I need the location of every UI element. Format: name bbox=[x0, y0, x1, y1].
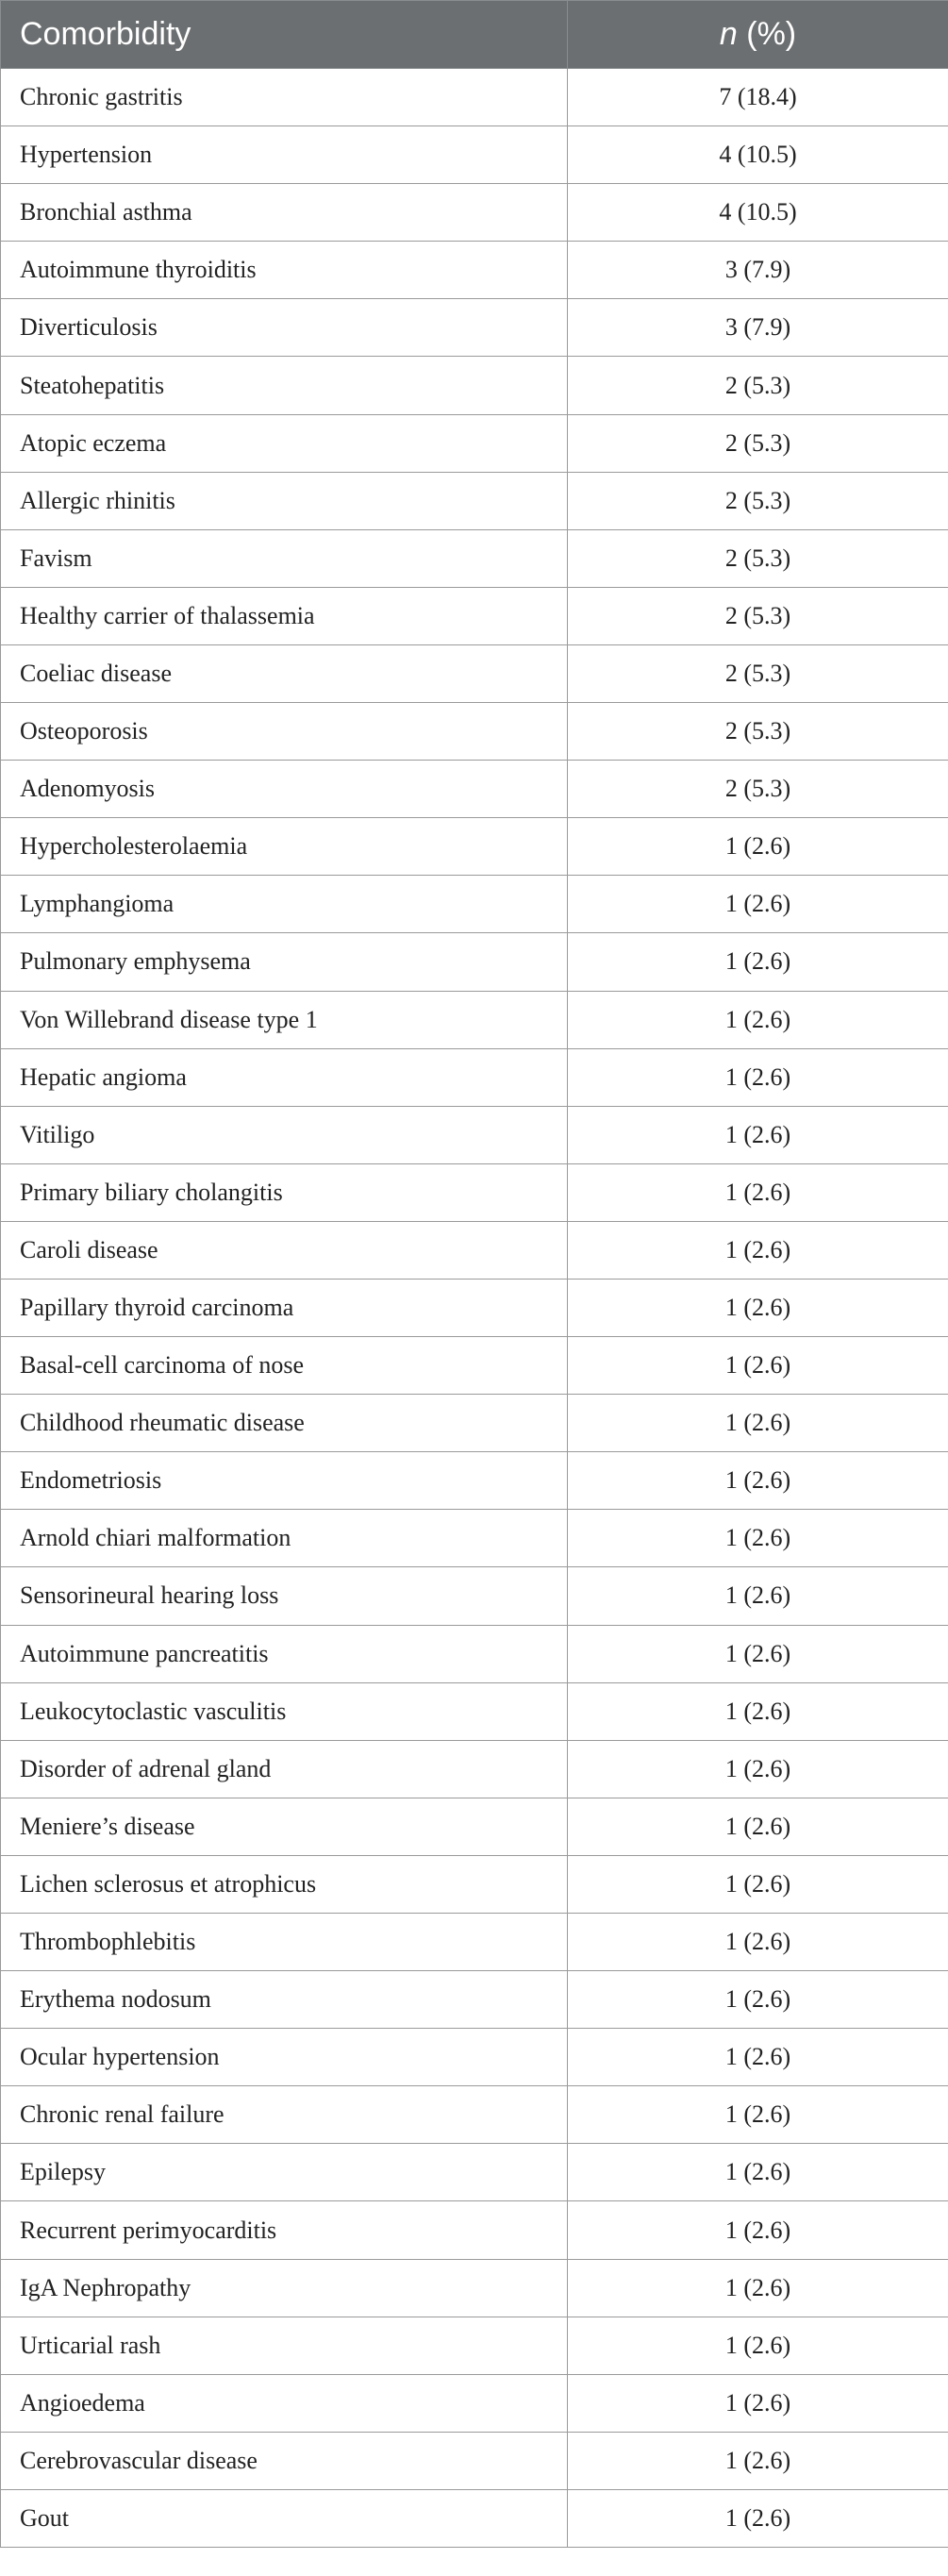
count-percent-cell: 1 (2.6) bbox=[568, 2317, 948, 2374]
comorbidity-name-cell: Osteoporosis bbox=[1, 703, 568, 761]
table-row bbox=[1, 1279, 948, 1336]
count-percent-cell: 1 (2.6) bbox=[568, 2029, 948, 2086]
table-row bbox=[1, 2029, 948, 2086]
table-row bbox=[1, 126, 948, 184]
table-row bbox=[1, 1452, 948, 1510]
table-row bbox=[1, 1971, 948, 2029]
header-n-percent bbox=[568, 1, 948, 69]
comorbidity-name-cell: Urticarial rash bbox=[1, 2317, 568, 2374]
comorbidity-name-cell: Bronchial asthma bbox=[1, 184, 568, 242]
count-percent-cell: 7 (18.4) bbox=[568, 69, 948, 126]
comorbidity-name-cell: Basal-cell carcinoma of nose bbox=[1, 1337, 568, 1395]
table-row bbox=[1, 2259, 948, 2317]
comorbidity-name-cell: Chronic gastritis bbox=[1, 69, 568, 126]
comorbidity-name-cell: Papillary thyroid carcinoma bbox=[1, 1279, 568, 1336]
table-row bbox=[1, 1567, 948, 1625]
table-row bbox=[1, 2144, 948, 2201]
comorbidity-name-cell: Healthy carrier of thalassemia bbox=[1, 587, 568, 644]
count-percent-cell: 1 (2.6) bbox=[568, 2201, 948, 2259]
header-n-italic: n bbox=[719, 16, 738, 52]
table-row bbox=[1, 1740, 948, 1798]
count-percent-cell: 1 (2.6) bbox=[568, 818, 948, 876]
count-percent-cell: 1 (2.6) bbox=[568, 876, 948, 933]
count-percent-cell: 2 (5.3) bbox=[568, 414, 948, 472]
count-percent-cell: 1 (2.6) bbox=[568, 1914, 948, 1971]
table-row bbox=[1, 242, 948, 299]
comorbidity-name-cell: Arnold chiari malformation bbox=[1, 1510, 568, 1567]
count-percent-cell: 2 (5.3) bbox=[568, 644, 948, 702]
comorbidity-name-cell: Sensorineural hearing loss bbox=[1, 1567, 568, 1625]
count-percent-cell: 1 (2.6) bbox=[568, 2259, 948, 2317]
count-percent-cell: 1 (2.6) bbox=[568, 2432, 948, 2489]
comorbidity-name-cell: Cerebrovascular disease bbox=[1, 2432, 568, 2489]
comorbidity-name-cell: Ocular hypertension bbox=[1, 2029, 568, 2086]
table-row bbox=[1, 2432, 948, 2489]
count-percent-cell: 1 (2.6) bbox=[568, 1855, 948, 1913]
comorbidity-name-cell: Hypertension bbox=[1, 126, 568, 184]
comorbidity-name-cell: Lymphangioma bbox=[1, 876, 568, 933]
comorbidity-name-cell: Lichen sclerosus et atrophicus bbox=[1, 1855, 568, 1913]
count-percent-cell: 3 (7.9) bbox=[568, 242, 948, 299]
comorbidity-name-cell: IgA Nephropathy bbox=[1, 2259, 568, 2317]
count-percent-cell: 1 (2.6) bbox=[568, 2144, 948, 2201]
table-row bbox=[1, 761, 948, 818]
table-row bbox=[1, 184, 948, 242]
count-percent-cell: 1 (2.6) bbox=[568, 1510, 948, 1567]
comorbidity-name-cell: Allergic rhinitis bbox=[1, 472, 568, 529]
table-row bbox=[1, 818, 948, 876]
header-percent: (%) bbox=[737, 16, 797, 52]
comorbidity-name-cell: Caroli disease bbox=[1, 1221, 568, 1279]
count-percent-cell: 1 (2.6) bbox=[568, 1452, 948, 1510]
comorbidity-name-cell: Epilepsy bbox=[1, 2144, 568, 2201]
table-row bbox=[1, 414, 948, 472]
table-header bbox=[1, 1, 948, 69]
comorbidity-name-cell: Chronic renal failure bbox=[1, 2086, 568, 2144]
table-row bbox=[1, 991, 948, 1048]
comorbidity-name-cell: Primary biliary cholangitis bbox=[1, 1163, 568, 1221]
table-row bbox=[1, 472, 948, 529]
table-row bbox=[1, 1163, 948, 1221]
table-row bbox=[1, 1682, 948, 1740]
header-comorbidity: Comorbidity bbox=[1, 1, 568, 69]
table-row bbox=[1, 703, 948, 761]
count-percent-cell: 4 (10.5) bbox=[568, 184, 948, 242]
table-row bbox=[1, 1395, 948, 1452]
count-percent-cell: 1 (2.6) bbox=[568, 2489, 948, 2547]
table-row bbox=[1, 69, 948, 126]
comorbidity-name-cell: Meniere’s disease bbox=[1, 1798, 568, 1855]
count-percent-cell: 1 (2.6) bbox=[568, 1740, 948, 1798]
table-row bbox=[1, 876, 948, 933]
count-percent-cell: 1 (2.6) bbox=[568, 1337, 948, 1395]
header-row bbox=[1, 1, 948, 69]
table-row bbox=[1, 2489, 948, 2547]
table-row bbox=[1, 2317, 948, 2374]
table-row bbox=[1, 1855, 948, 1913]
count-percent-cell: 2 (5.3) bbox=[568, 703, 948, 761]
count-percent-cell: 1 (2.6) bbox=[568, 1798, 948, 1855]
table-row bbox=[1, 299, 948, 357]
comorbidity-name-cell: Thrombophlebitis bbox=[1, 1914, 568, 1971]
comorbidity-name-cell: Angioedema bbox=[1, 2374, 568, 2432]
comorbidity-name-cell: Hypercholesterolaemia bbox=[1, 818, 568, 876]
comorbidity-name-cell: Childhood rheumatic disease bbox=[1, 1395, 568, 1452]
table-row bbox=[1, 1914, 948, 1971]
table-row bbox=[1, 933, 948, 991]
table-row bbox=[1, 1221, 948, 1279]
table-row bbox=[1, 2201, 948, 2259]
comorbidity-name-cell: Endometriosis bbox=[1, 1452, 568, 1510]
count-percent-cell: 1 (2.6) bbox=[568, 1395, 948, 1452]
count-percent-cell: 1 (2.6) bbox=[568, 1048, 948, 1106]
table-row bbox=[1, 357, 948, 414]
table-body bbox=[1, 69, 948, 2548]
count-percent-cell: 4 (10.5) bbox=[568, 126, 948, 184]
table-row bbox=[1, 2086, 948, 2144]
comorbidity-name-cell: Diverticulosis bbox=[1, 299, 568, 357]
count-percent-cell: 1 (2.6) bbox=[568, 1567, 948, 1625]
table-row bbox=[1, 1510, 948, 1567]
table-row bbox=[1, 1625, 948, 1682]
comorbidity-name-cell: Erythema nodosum bbox=[1, 1971, 568, 2029]
comorbidity-name-cell: Vitiligo bbox=[1, 1106, 568, 1163]
comorbidity-name-cell: Hepatic angioma bbox=[1, 1048, 568, 1106]
comorbidity-name-cell: Von Willebrand disease type 1 bbox=[1, 991, 568, 1048]
comorbidity-name-cell: Favism bbox=[1, 529, 568, 587]
comorbidity-name-cell: Recurrent perimyocarditis bbox=[1, 2201, 568, 2259]
count-percent-cell: 2 (5.3) bbox=[568, 529, 948, 587]
count-percent-cell: 1 (2.6) bbox=[568, 2086, 948, 2144]
count-percent-cell: 3 (7.9) bbox=[568, 299, 948, 357]
comorbidity-name-cell: Autoimmune thyroiditis bbox=[1, 242, 568, 299]
table-row bbox=[1, 587, 948, 644]
comorbidity-name-cell: Leukocytoclastic vasculitis bbox=[1, 1682, 568, 1740]
count-percent-cell: 2 (5.3) bbox=[568, 587, 948, 644]
comorbidity-name-cell: Autoimmune pancreatitis bbox=[1, 1625, 568, 1682]
table-row bbox=[1, 529, 948, 587]
table-row bbox=[1, 1337, 948, 1395]
count-percent-cell: 1 (2.6) bbox=[568, 1221, 948, 1279]
comorbidity-name-cell: Atopic eczema bbox=[1, 414, 568, 472]
table-row bbox=[1, 1106, 948, 1163]
count-percent-cell: 2 (5.3) bbox=[568, 761, 948, 818]
comorbidity-name-cell: Steatohepatitis bbox=[1, 357, 568, 414]
count-percent-cell: 1 (2.6) bbox=[568, 1971, 948, 2029]
comorbidity-name-cell: Gout bbox=[1, 2489, 568, 2547]
count-percent-cell: 1 (2.6) bbox=[568, 991, 948, 1048]
count-percent-cell: 1 (2.6) bbox=[568, 1163, 948, 1221]
count-percent-cell: 2 (5.3) bbox=[568, 357, 948, 414]
table-row bbox=[1, 644, 948, 702]
comorbidity-name-cell: Disorder of adrenal gland bbox=[1, 1740, 568, 1798]
count-percent-cell: 1 (2.6) bbox=[568, 933, 948, 991]
table-row bbox=[1, 1798, 948, 1855]
table-row bbox=[1, 2374, 948, 2432]
count-percent-cell: 1 (2.6) bbox=[568, 1625, 948, 1682]
count-percent-cell: 1 (2.6) bbox=[568, 1682, 948, 1740]
count-percent-cell: 1 (2.6) bbox=[568, 1106, 948, 1163]
comorbidity-name-cell: Coeliac disease bbox=[1, 644, 568, 702]
count-percent-cell: 1 (2.6) bbox=[568, 2374, 948, 2432]
comorbidity-name-cell: Pulmonary emphysema bbox=[1, 933, 568, 991]
table-row bbox=[1, 1048, 948, 1106]
comorbidity-name-cell: Adenomyosis bbox=[1, 761, 568, 818]
count-percent-cell: 1 (2.6) bbox=[568, 1279, 948, 1336]
count-percent-cell: 2 (5.3) bbox=[568, 472, 948, 529]
